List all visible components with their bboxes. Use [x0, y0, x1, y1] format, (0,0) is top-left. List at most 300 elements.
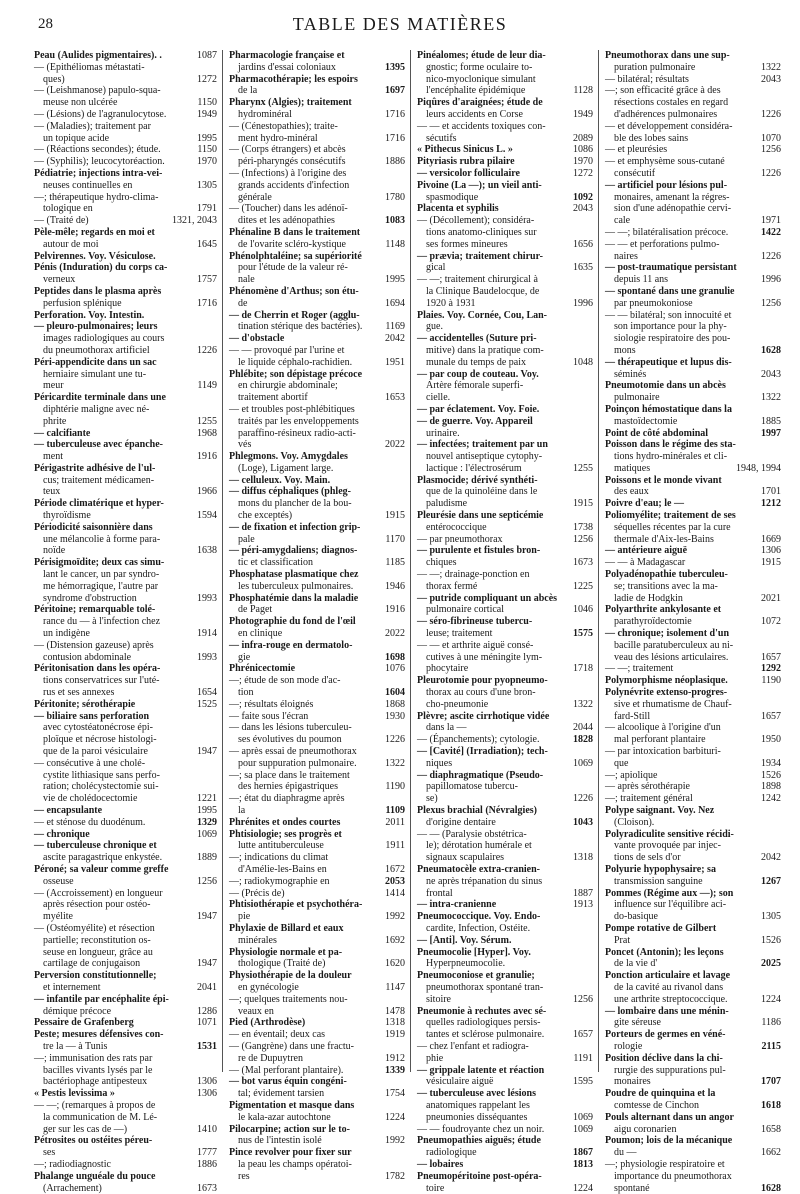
- entry-page-ref: 1414: [381, 888, 405, 900]
- index-entry: [417, 74, 593, 86]
- index-entry: [605, 699, 781, 711]
- index-entry: [229, 62, 405, 74]
- entry-page-ref: 1886: [381, 156, 405, 168]
- entry-text: mal perforant plantaire: [605, 734, 757, 746]
- entry-text: —; immunisation des rats par: [34, 1053, 193, 1065]
- index-entry: [605, 864, 781, 876]
- index-entry: [605, 557, 781, 569]
- entry-text: radiologique: [417, 1147, 569, 1159]
- index-entry: [34, 168, 217, 180]
- entry-text: — séro-fibrineuse tubercu-: [417, 616, 569, 628]
- entry-page-ref: 1673: [193, 1183, 217, 1194]
- entry-text: — de guerre. Voy. Appareil: [417, 416, 569, 428]
- entry-page-ref: 1070: [757, 133, 781, 145]
- entry-text: — —; traitement chirurgical à: [417, 274, 569, 286]
- entry-page-ref: 1594: [193, 510, 217, 522]
- entry-text: monaires, amenant la régres-: [605, 192, 757, 204]
- index-entry: [34, 593, 217, 605]
- index-entry: [605, 1041, 781, 1053]
- entry-page-ref: 1657: [757, 652, 781, 664]
- entry-text: — — provoqué par l'urine et: [229, 345, 381, 357]
- entry-text: de la: [229, 85, 381, 97]
- entry-text: Piqûres d'araignées; étude de: [417, 97, 569, 109]
- entry-text: Pompe rotative de Gilbert: [605, 923, 757, 935]
- entry-page-ref: 1272: [193, 74, 217, 86]
- entry-page-ref: 1186: [757, 1017, 781, 1029]
- index-entry: [417, 805, 593, 817]
- entry-text: — (Syphilis); leucocytoréaction.: [34, 156, 193, 168]
- index-entry: [34, 369, 217, 381]
- entry-text: ble des lobes sains: [605, 133, 757, 145]
- entry-page-ref: 1226: [757, 109, 781, 121]
- entry-text: Phrénicectomie: [229, 663, 381, 675]
- index-entry: [605, 569, 781, 581]
- entry-text: — et emphysème sous-cutané: [605, 156, 757, 168]
- entry-text: générale: [229, 192, 381, 204]
- entry-page-ref: 1828: [569, 734, 593, 746]
- index-entry: [417, 109, 593, 121]
- entry-page-ref: 1701: [757, 486, 781, 498]
- entry-text: gie: [229, 652, 381, 664]
- entry-page-ref: 1149: [193, 380, 217, 392]
- entry-text: Poivre d'eau; le —: [605, 498, 757, 510]
- index-entry: [605, 498, 781, 510]
- entry-page-ref: 1757: [193, 274, 217, 286]
- entry-page-ref: 1697: [381, 85, 405, 97]
- index-entry: [605, 486, 781, 498]
- entry-page-ref: 1147: [381, 982, 405, 994]
- entry-text: Phosphatase plasmatique chez: [229, 569, 381, 581]
- index-entry: [34, 357, 217, 369]
- entry-text: — en éventail; deux cas: [229, 1029, 381, 1041]
- entry-text: — calcifiante: [34, 428, 193, 440]
- index-entry: [229, 817, 405, 829]
- index-entry: [229, 746, 405, 758]
- entry-text: sécutifs: [417, 133, 569, 145]
- entry-page-ref: 2042: [757, 852, 781, 864]
- index-entry: [34, 1053, 217, 1065]
- index-entry: [417, 557, 593, 569]
- index-entry: [605, 1147, 781, 1159]
- entry-page-ref: 1478: [381, 1006, 405, 1018]
- entry-text: veau des lésions articulaires.: [605, 652, 757, 664]
- entry-page-ref: 1886: [193, 1159, 217, 1171]
- index-entry: [605, 357, 781, 369]
- index-column-2: [222, 50, 410, 1072]
- index-entry: [417, 439, 593, 451]
- entry-text: phrite: [34, 416, 193, 428]
- entry-text: parathyroïdectomie: [605, 616, 757, 628]
- index-entry: [229, 1053, 405, 1065]
- entry-page-ref: 1170: [381, 534, 405, 546]
- entry-page-ref: 1628: [757, 345, 781, 357]
- index-entry: [417, 982, 593, 994]
- index-entry: [417, 274, 593, 286]
- entry-text: tions conservatrices sur l'uté-: [34, 675, 193, 687]
- index-entry: [229, 947, 405, 959]
- entry-text: Pneumatocèle extra-cranien-: [417, 864, 569, 876]
- entry-text: — infra-rouge en dermatolo-: [229, 640, 381, 652]
- index-entry: [417, 133, 593, 145]
- entry-text: images radiologiques au cours: [34, 333, 193, 345]
- entry-text: Pilocarpine; action sur le to-: [229, 1124, 381, 1136]
- entry-page-ref: 1887: [569, 888, 593, 900]
- entry-text: do-basique: [605, 911, 757, 923]
- entry-text: en chirurgie abdominale;: [229, 380, 381, 392]
- entry-text: mitive) dans la pratique com-: [417, 345, 569, 357]
- entry-text: papillomatose tubercu-: [417, 781, 569, 793]
- index-entry: [605, 781, 781, 793]
- entry-text: de la vie d': [605, 958, 757, 970]
- index-entry: [605, 1006, 781, 1018]
- index-entry: [605, 369, 781, 381]
- index-entry: [605, 711, 781, 723]
- entry-text: Pityriasis rubra pilaire: [417, 156, 569, 168]
- index-entry: [605, 333, 781, 345]
- entry-text: — [Anti]. Voy. Sérum.: [417, 935, 569, 947]
- entry-page-ref: 1911: [381, 840, 405, 852]
- entry-text: cardite, Infection, Ostéite.: [417, 923, 569, 935]
- entry-text: — alcoolique à l'origine d'un: [605, 722, 757, 734]
- index-entry: [34, 1006, 217, 1018]
- index-entry: [417, 428, 593, 440]
- index-entry: [229, 357, 405, 369]
- entry-text: Période climatérique et hyper-: [34, 498, 193, 510]
- entry-text: — tuberculeuse chronique et: [34, 840, 193, 852]
- index-entry: [34, 251, 217, 263]
- entry-text: d'adhérences pulmonaires: [605, 109, 757, 121]
- entry-text: — et sténose du duodénum.: [34, 817, 193, 829]
- index-entry: [417, 1147, 593, 1159]
- index-entry: [605, 888, 781, 900]
- entry-text: tions hydro-minérales et cli-: [605, 451, 757, 463]
- entry-text: Péritonite; sérothérapie: [34, 699, 193, 711]
- index-entry: [417, 781, 593, 793]
- entry-text: — (Lésions) de l'agranulocytose.: [34, 109, 193, 121]
- index-entry: [605, 817, 781, 829]
- index-entry: [34, 404, 217, 416]
- index-entry: [229, 675, 405, 687]
- entry-text: du pneumothorax artificiel: [34, 345, 193, 357]
- entry-text: — péri-amygdaliens; diagnos-: [229, 545, 381, 557]
- index-entry: [229, 203, 405, 215]
- index-entry: [229, 970, 405, 982]
- entry-page-ref: 2011: [381, 817, 405, 829]
- entry-text: des hernies épigastriques: [229, 781, 381, 793]
- entry-text: —; sa place dans le traitement: [229, 770, 381, 782]
- entry-page-ref: 1169: [381, 321, 405, 333]
- entry-text: tination stérique des bactéries).: [229, 321, 381, 333]
- index-entry: [229, 1088, 405, 1100]
- entry-page-ref: 1595: [569, 1076, 593, 1088]
- index-entry: [229, 628, 405, 640]
- entry-text: rologie: [605, 1041, 757, 1053]
- entry-page-ref: 1076: [381, 663, 405, 675]
- entry-text: que: [605, 758, 757, 770]
- entry-text: spasmodique: [417, 192, 569, 204]
- entry-page-ref: 1322: [757, 62, 781, 74]
- index-entry: [417, 369, 593, 381]
- index-entry: [417, 1124, 593, 1136]
- entry-text: rus et ses annexes: [34, 687, 193, 699]
- index-entry: [229, 793, 405, 805]
- entry-text: aigu coronarien: [605, 1124, 757, 1136]
- index-entry: [229, 734, 405, 746]
- entry-text: Photographie du fond de l'œil: [229, 616, 381, 628]
- index-entry: [34, 1147, 217, 1159]
- entry-text: bacilles vivants lysés par le: [34, 1065, 193, 1077]
- entry-text: — encapsulante: [34, 805, 193, 817]
- index-entry: [229, 475, 405, 487]
- entry-page-ref: 1069: [569, 758, 593, 770]
- entry-page-ref: 1996: [757, 274, 781, 286]
- index-entry: [417, 333, 593, 345]
- entry-text: — (Réactions secondes); étude.: [34, 144, 193, 156]
- index-entry: [34, 935, 217, 947]
- entry-page-ref: 1946: [381, 581, 405, 593]
- entry-page-ref: 1716: [381, 109, 405, 121]
- entry-page-ref: 2022: [381, 439, 405, 451]
- index-entry: [417, 970, 593, 982]
- index-entry: [417, 899, 593, 911]
- entry-text: ment: [34, 451, 193, 463]
- index-entry: [34, 439, 217, 451]
- entry-text: re de Dupuytren: [229, 1053, 381, 1065]
- entry-text: —; physiologie respiratoire et: [605, 1159, 757, 1171]
- index-entry: [34, 557, 217, 569]
- entry-text: Poliomyélite; traitement de ses: [605, 510, 757, 522]
- entry-text: cale: [605, 215, 757, 227]
- entry-page-ref: 1997: [757, 428, 781, 440]
- index-entry: [229, 369, 405, 381]
- entry-page-ref: 1993: [193, 593, 217, 605]
- entry-text: — tuberculeuse avec lésions: [417, 1088, 569, 1100]
- index-entry: [605, 1183, 781, 1194]
- entry-text: les tuberculeux pulmonaires.: [229, 581, 381, 593]
- entry-text: Plèvre; ascite cirrhotique vidée: [417, 711, 569, 723]
- entry-text: Pharmacothérapie; les espoirs: [229, 74, 381, 86]
- index-entry: [605, 593, 781, 605]
- index-entry: [605, 746, 781, 758]
- index-entry: [417, 534, 593, 546]
- index-entry: [417, 144, 593, 156]
- entry-page-ref: 1653: [381, 392, 405, 404]
- entry-page-ref: 1128: [569, 85, 593, 97]
- index-entry: [417, 888, 593, 900]
- entry-text: Périodicité saisonnière dans: [34, 522, 193, 534]
- entry-page-ref: 1083: [381, 215, 405, 227]
- entry-page-ref: 1657: [569, 1029, 593, 1041]
- entry-text: teux: [34, 486, 193, 498]
- entry-page-ref: 1947: [193, 958, 217, 970]
- entry-text: pulmonaire: [605, 392, 757, 404]
- index-entry: [605, 97, 781, 109]
- entry-text: — (Décollement); considéra-: [417, 215, 569, 227]
- index-entry: [417, 404, 593, 416]
- index-entry: [34, 428, 217, 440]
- entry-text: niques: [417, 758, 569, 770]
- entry-text: Péritoine; remarquable tolé-: [34, 604, 193, 616]
- index-entry: [417, 569, 593, 581]
- index-entry: [34, 1171, 217, 1183]
- entry-page-ref: 1069: [569, 1124, 593, 1136]
- entry-text: — d'obstacle: [229, 333, 381, 345]
- index-entry: [229, 1171, 405, 1183]
- entry-page-ref: 1993: [193, 652, 217, 664]
- index-entry: [605, 168, 781, 180]
- index-entry: [605, 534, 781, 546]
- entry-page-ref: 1780: [381, 192, 405, 204]
- index-entry: [229, 711, 405, 723]
- entry-page-ref: 1109: [381, 805, 405, 817]
- entry-text: — grippale latente et réaction: [417, 1065, 569, 1077]
- index-entry: [34, 1065, 217, 1077]
- index-entry: [229, 192, 405, 204]
- entry-text: de la cavité au rivanol dans: [605, 982, 757, 994]
- entry-text: mons du plancher de la bou-: [229, 498, 381, 510]
- entry-text: siologie respiratoire des pou-: [605, 333, 757, 345]
- entry-text: neuses continuelles en: [34, 180, 193, 192]
- index-entry: [34, 1135, 217, 1147]
- entry-text: Polyradiculite sensitive récidi-: [605, 829, 757, 841]
- index-entry: [229, 781, 405, 793]
- entry-text: diphtérie maligne avec né-: [34, 404, 193, 416]
- index-entry: [605, 1159, 781, 1171]
- entry-text: pneumothorax spontané tran-: [417, 982, 569, 994]
- entry-text: — versicolor folliculaire: [417, 168, 569, 180]
- index-entry: [417, 192, 593, 204]
- index-entry: [229, 888, 405, 900]
- index-entry: [417, 840, 593, 852]
- entry-text: — thérapeutique et lupus dis-: [605, 357, 757, 369]
- entry-text: Plaies. Voy. Cornée, Cou, Lan-: [417, 310, 569, 322]
- entry-text: —; radiodiagnostic: [34, 1159, 193, 1171]
- entry-page-ref: 1267: [757, 876, 781, 888]
- index-entry: [605, 1076, 781, 1088]
- index-entry: [605, 1053, 781, 1065]
- index-entry: [34, 498, 217, 510]
- entry-text: — (Gangrène) dans une fractu-: [229, 1041, 381, 1053]
- entry-page-ref: 1069: [569, 1112, 593, 1124]
- index-entry: [229, 982, 405, 994]
- index-entry: [605, 829, 781, 841]
- entry-text: — faite sous l'écran: [229, 711, 381, 723]
- entry-page-ref: 2043: [757, 74, 781, 86]
- index-entry: [229, 510, 405, 522]
- index-entry: [34, 50, 217, 62]
- index-entry: [417, 593, 593, 605]
- entry-text: — accidentelles (Suture pri-: [417, 333, 569, 345]
- entry-page-ref: 1072: [757, 616, 781, 628]
- entry-text: la peau les champs opératoi-: [229, 1159, 381, 1171]
- index-entry: [605, 663, 781, 675]
- entry-text: thorax fermé: [417, 581, 569, 593]
- entry-page-ref: 1242: [757, 793, 781, 805]
- entry-text: sitoire: [417, 994, 569, 1006]
- index-entry: [605, 439, 781, 451]
- entry-page-ref: 1791: [193, 203, 217, 215]
- entry-page-ref: 1086: [569, 144, 593, 156]
- entry-text: — — foudroyante chez un noir.: [417, 1124, 569, 1136]
- index-entry: [605, 970, 781, 982]
- index-entry: [417, 1076, 593, 1088]
- entry-page-ref: 1329: [193, 817, 217, 829]
- entry-text: Phénomène d'Arthus; son étu-: [229, 286, 381, 298]
- entry-page-ref: 1256: [569, 534, 593, 546]
- index-entry: [229, 85, 405, 97]
- entry-text: gical: [417, 262, 569, 274]
- index-entry: [34, 1017, 217, 1029]
- index-entry: [417, 1053, 593, 1065]
- index-entry: [34, 85, 217, 97]
- index-entry: [605, 545, 781, 557]
- entry-text: myélite: [34, 911, 193, 923]
- entry-text: — diffus céphaliques (phleg-: [229, 486, 381, 498]
- index-entry: [34, 286, 217, 298]
- entry-text: — bilatéral; résultats: [605, 74, 757, 86]
- entry-text: en gynécologie: [229, 982, 381, 994]
- entry-page-ref: 1628: [757, 1183, 781, 1194]
- index-entry: [417, 286, 593, 298]
- entry-page-ref: 1914: [193, 628, 217, 640]
- entry-text: lutte antituberculeuse: [229, 840, 381, 852]
- entry-text: Porteurs de germes en véné-: [605, 1029, 757, 1041]
- index-entry: [605, 1100, 781, 1112]
- index-entry: [605, 652, 781, 664]
- entry-text: Plasmocide; dérivé synthéti-: [417, 475, 569, 487]
- entry-text: Pinéalomes; étude de leur dia-: [417, 50, 569, 62]
- entry-text: lant le cancer, un par syndro-: [34, 569, 193, 581]
- index-entry: [605, 734, 781, 746]
- entry-page-ref: 1043: [569, 817, 593, 829]
- entry-text: — après sérothérapie: [605, 781, 757, 793]
- entry-text: res: [229, 1171, 381, 1183]
- entry-text: munale du temps de paix: [417, 357, 569, 369]
- index-entry: [229, 133, 405, 145]
- entry-page-ref: 1638: [193, 545, 217, 557]
- index-entry: [417, 722, 593, 734]
- entry-text: l'encéphalite épidémique: [417, 85, 569, 97]
- index-entry: [605, 1017, 781, 1029]
- index-entry: [605, 1112, 781, 1124]
- index-entry: [229, 345, 405, 357]
- entry-text: herniaire simulant une tu-: [34, 369, 193, 381]
- index-entry: [417, 97, 593, 109]
- entry-page-ref: 1087: [193, 50, 217, 62]
- entry-text: Polyadénopathie tuberculeu-: [605, 569, 757, 581]
- index-entry: [34, 781, 217, 793]
- index-entry: [229, 923, 405, 935]
- entry-page-ref: 1782: [381, 1171, 405, 1183]
- index-entry: [229, 581, 405, 593]
- entry-text: ques): [34, 74, 193, 86]
- index-entry: [417, 239, 593, 251]
- entry-page-ref: 1322: [757, 392, 781, 404]
- page-header: [0, 14, 800, 38]
- entry-page-ref: 1930: [381, 711, 405, 723]
- entry-page-ref: 1148: [381, 239, 405, 251]
- index-entry: [229, 534, 405, 546]
- index-entry: [417, 923, 593, 935]
- entry-text: d'origine dentaire: [417, 817, 569, 829]
- entry-page-ref: 1092: [569, 192, 593, 204]
- entry-text: « Pestis levissima »: [34, 1088, 193, 1100]
- entry-page-ref: 1150: [193, 97, 217, 109]
- entry-text: Pneumocolie [Hyper]. Voy.: [417, 947, 569, 959]
- index-entry: [34, 970, 217, 982]
- entry-text: urinaire.: [417, 428, 569, 440]
- entry-text: nus de l'intestin isolé: [229, 1135, 381, 1147]
